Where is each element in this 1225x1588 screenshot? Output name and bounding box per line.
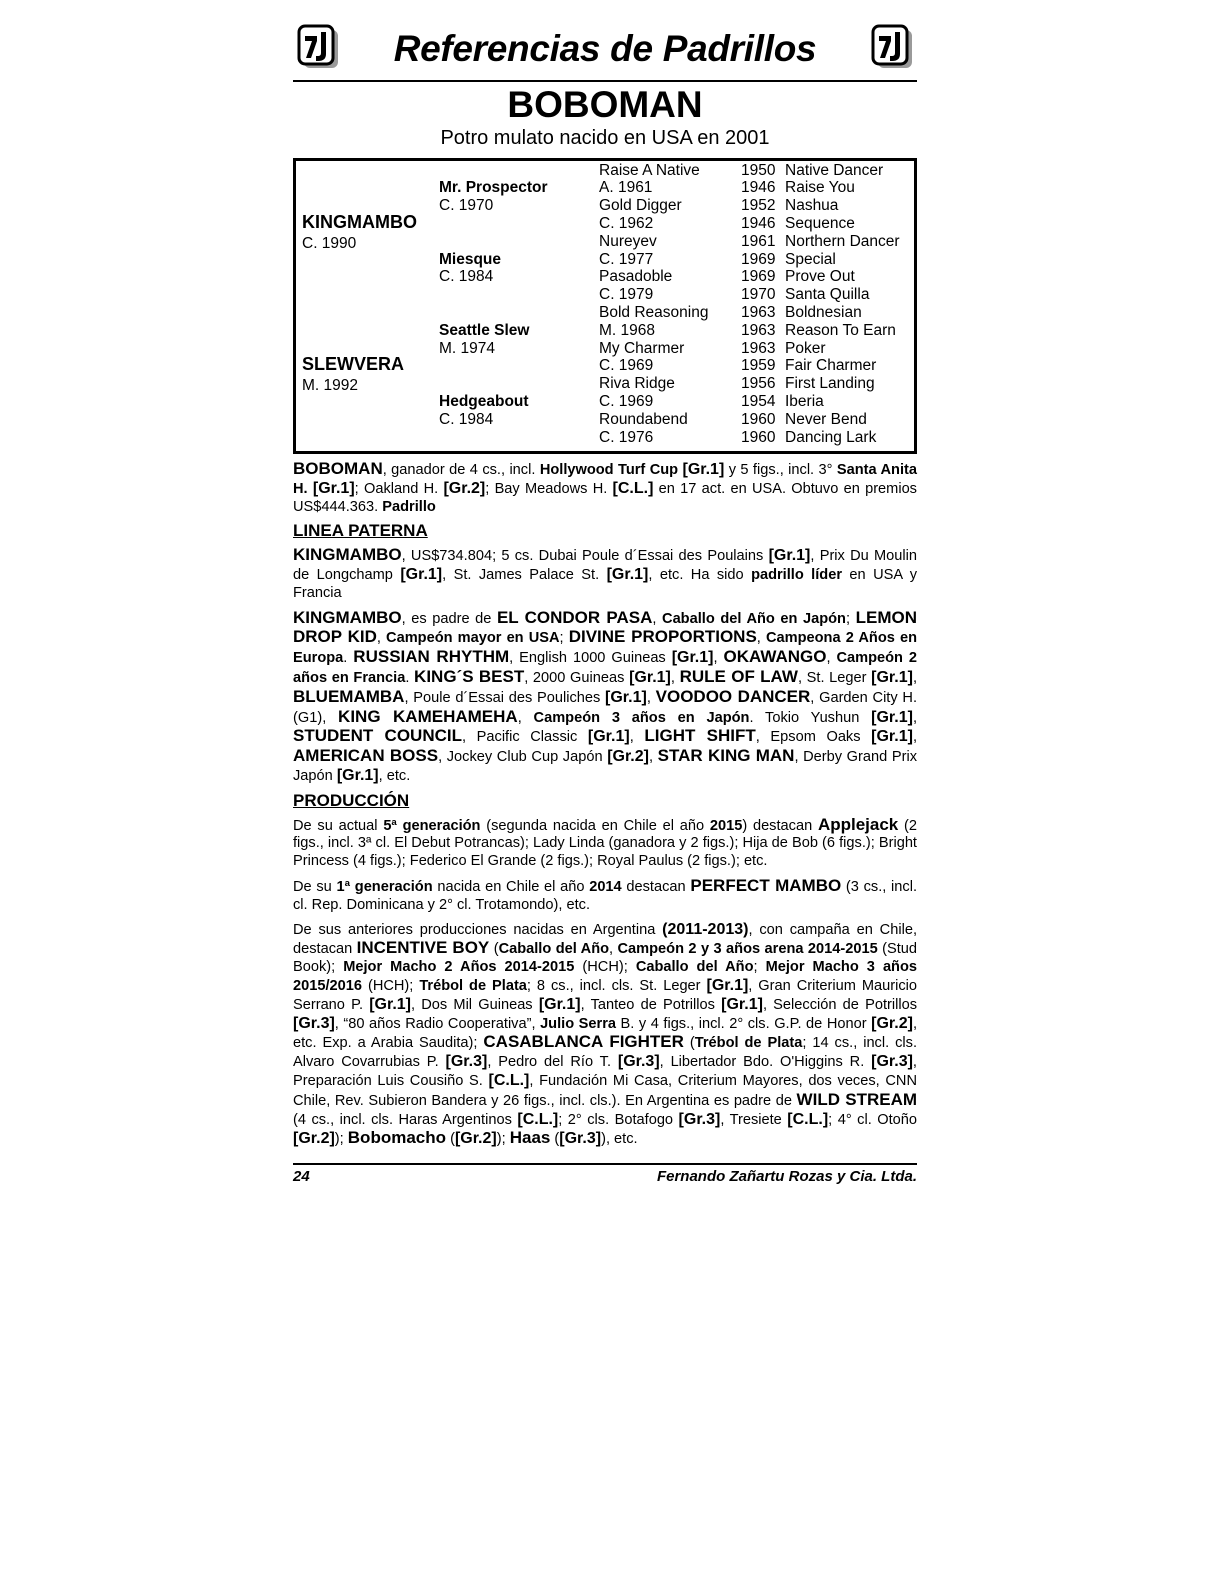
fourth-gen-name: Prove Out [785,268,855,286]
body-paragraph [293,816,917,871]
text-run: ( [489,941,499,958]
text-run: (4 cs., incl. cls. Haras Argentinos [293,1111,518,1128]
race-grade: [Gr.1] [538,995,581,1013]
text-run: , Poule d´Essai des Pouliches [404,689,606,706]
race-grade: [C.L.] [517,1110,559,1128]
text-run: , etc. [378,767,411,784]
text-run: ; Bay Meadows H. [485,480,613,497]
race-grade: [Gr.1] [606,565,649,583]
fourth-gen-name: Dancing Lark [785,428,877,446]
text-run: , etc. Exp. a Arabia Saudita); [293,1015,917,1052]
text-run: , [912,729,917,746]
race-grade: (2011-2013) [662,920,749,938]
body-paragraph [293,609,917,786]
bold-text: Padrillo [382,498,436,515]
fourth-gen-year: 1960 [741,410,776,428]
grandparent-name: Hedgeabout [439,392,529,410]
text-run: , [629,729,645,746]
fourth-gen-year: 1954 [741,392,776,410]
produccion-section [293,816,917,1150]
text-run: , Tanteo de Potrillos [580,996,722,1013]
text-run: , [646,689,656,706]
text-run: (HCH); [574,959,636,976]
text-run: , St. Leger [797,669,872,686]
highlight-name: EL CONDOR PASA [496,607,653,627]
race-grade: [Gr.1] [721,995,763,1013]
text-run: , Derby Grand Prix Japón [293,749,917,784]
bold-text: Santa Anita H. [293,462,917,497]
fourth-gen-name: Northern Dancer [785,232,900,250]
text-run: , Garden City H. (G1), [293,689,917,726]
race-grade: [Gr.1] [682,461,725,478]
linea-paterna-section [293,546,917,786]
text-run: , [912,709,917,726]
race-grade: [C.L.] [488,1071,530,1089]
text-run: , St. James Palace St. [442,566,607,583]
highlight-name: AMERICAN BOSS [293,746,439,766]
horse-name: BOBOMAN [507,84,703,125]
great-grandparent-year: C. 1977 [599,250,654,268]
highlight-name: KING´S BEST [414,666,525,686]
text-run: ); [334,1131,348,1148]
great-grandparent-year: C. 1969 [599,392,654,410]
text-run: (3 cs., incl. cl. Rep. Dominicana y 2° cl. Trotamondo), etc. [293,878,918,913]
text-run: , Pacific Classic [462,729,588,746]
text-run: y 5 figs., incl. 3° [724,462,837,478]
great-grandparent-year: M. 1968 [599,321,656,339]
race-grade: [Gr.1] [706,976,749,994]
pedigree-table [293,158,917,454]
highlight-name: LEMON DROP KID [293,607,918,647]
text-run: ( [683,1035,695,1052]
horse-emblem-icon [869,24,913,70]
highlight-name: KING KAMEHAMEHA [338,706,518,726]
text-run: ; 14 cs., incl. cls. Alvaro Covarrubias P. [293,1035,917,1071]
race-grade: [Gr.3] [871,1053,913,1071]
great-grandparent-year: C. 1962 [599,214,654,232]
text-run: , US$734.804; 5 cs. Dubai Poule d´Essai des Poulains [401,548,769,565]
race-grade: [Gr.3] [293,1014,335,1032]
text-run: , [648,749,658,766]
fourth-gen-name: Santa Quilla [785,286,870,304]
bold-text: Campeón 3 años en Japón [533,709,750,726]
bold-text: Hollywood Turf Cup [539,462,679,478]
text-run: , Libertador Bdo. O'Higgins R. [659,1054,872,1071]
text-run: . [405,669,415,686]
bold-text: Trébol de Plata [694,1035,803,1052]
text-run: De su actual [293,817,384,834]
text-run: ; 4° cl. Otoño [828,1111,918,1128]
highlight-name: Applejack [817,814,899,834]
produccion-heading: PRODUCCIÓN [293,790,410,810]
highlight-name: Haas [509,1128,551,1148]
great-grandparent-name: Nureyev [599,232,657,250]
text-run: , 2000 Guineas [524,669,630,686]
sire-year: C. 1990 [302,235,357,252]
text-run: ; [753,959,766,976]
great-grandparent-year: A. 1961 [599,179,653,197]
race-grade: [Gr.1] [768,547,811,565]
text-run: en 17 act. en USA. Obtuvo en premios US$444.363. [293,480,917,515]
highlight-name: STAR KING MAN [657,746,795,766]
fourth-gen-year: 1970 [741,286,776,304]
text-run: , [826,650,837,667]
race-grade: [Gr.1] [605,688,647,706]
bold-text: Campeón mayor en USA [386,630,560,647]
page-header [293,18,917,82]
race-grade: [Gr.2] [607,748,649,766]
highlight-name: OKAWANGO [723,647,827,667]
highlight-name: KINGMAMBO [293,607,402,627]
race-grade: [Gr.1] [400,565,443,583]
fourth-gen-name: Poker [785,339,826,357]
text-run: (segunda nacida en Chile el año [480,817,710,834]
highlight-name: CASABLANCA FIGHTER [483,1032,684,1052]
fourth-gen-name: Nashua [785,197,839,215]
text-run: ; [559,630,569,647]
body-paragraph [293,877,917,915]
text-run: ; 2° cls. Botafogo [558,1111,679,1128]
highlight-name: STUDENT COUNCIL [293,726,462,746]
fourth-gen-name: Iberia [785,392,824,410]
grandparent-name: Mr. Prospector [439,179,548,197]
bold-text: Campeón 2 años en Francia [293,650,918,686]
race-grade: [Gr.1] [629,668,671,686]
page-number: 24 [293,1168,310,1185]
highlight-name: BOBOMAN [293,459,383,478]
race-grade: [Gr.2] [293,1130,335,1148]
text-run: , [713,650,724,667]
text-run: nacida en Chile el año [432,878,590,895]
text-run: , con campaña en Chile, destacan [293,921,917,958]
page-footer [293,1163,917,1185]
race-grade: [Gr.1] [587,728,630,746]
great-grandparent-name: My Charmer [599,339,685,357]
text-run: , es padre de [401,610,497,627]
text-run: , Selección de Potrillos [762,996,917,1013]
body-paragraph [293,546,917,602]
fourth-gen-year: 1952 [741,197,776,215]
race-grade: [Gr.3] [678,1110,721,1128]
text-run: . Tokio Yushun [749,709,872,726]
horse-subtitle: Potro mulato nacido en USA en 2001 [440,127,770,149]
text-run: ; 8 cs., incl. cls. St. Leger [526,977,707,994]
highlight-name: RULE OF LAW [679,666,798,686]
bold-text: Mejor Macho 2 Años 2014-2015 [343,959,575,976]
text-run: , Dos Mil Guineas [411,996,539,1013]
grandparent-year: M. 1974 [439,339,496,357]
fourth-gen-year: 1963 [741,321,776,339]
fourth-gen-year: 1946 [741,179,776,197]
body-paragraph [293,921,917,1150]
bold-text: 5ª generación [383,817,481,834]
text-run: , [376,630,387,647]
great-grandparent-name: Bold Reasoning [599,303,709,321]
great-grandparent-name: Raise A Native [599,161,700,179]
text-run: , Prix Du Moulin de Longchamp [293,548,918,583]
fourth-gen-name: Sequence [785,214,855,232]
text-run: (HCH); [362,977,420,994]
race-grade: [Gr.1] [871,708,913,726]
bold-text: 1ª generación [336,878,433,895]
great-grandparent-name: Riva Ridge [599,375,675,393]
bold-text: 2014 [589,878,622,895]
grandparent-name: Seattle Slew [439,321,530,339]
text-run: , Pedro del Río T. [487,1054,618,1071]
bold-text: Campeón 2 y 3 años arena 2014-2015 [617,941,878,958]
text-run: , ganador de 4 cs., incl. [382,462,540,478]
text-run: , [517,709,534,726]
fourth-gen-year: 1946 [741,214,776,232]
race-grade: [Gr.1] [871,668,913,686]
race-grade: [Gr.1] [671,649,714,667]
dam-year: M. 1992 [302,377,359,394]
fourth-gen-name: Fair Charmer [785,357,877,375]
text-run: , Gran Criterium Mauricio Serrano P. [293,977,917,1013]
text-run: ), etc. [601,1131,638,1148]
race-grade: [C.L.] [787,1110,829,1128]
fourth-gen-name: Reason To Earn [785,321,896,339]
document-page [293,18,917,1155]
race-grade: [Gr.2] [454,1130,497,1148]
highlight-name: KINGMAMBO [293,545,402,565]
text-run: destacan [621,878,691,895]
page-title: Referencias de Padrillos [393,28,817,69]
race-grade: [Gr.1] [871,728,913,746]
text-run: , Epsom Oaks [755,729,872,746]
highlight-name: DIVINE PROPORTIONS [568,627,757,647]
bold-text: Caballo del Año [635,959,754,976]
linea-paterna-heading: LINEA PATERNA [293,521,428,541]
text-run: , Tresiete [720,1111,788,1128]
fourth-gen-name: Special [785,250,836,268]
text-run: , [912,669,918,686]
fourth-gen-year: 1956 [741,375,776,393]
bold-text: 2015 [709,817,743,834]
grandparent-year: C. 1984 [439,410,494,428]
highlight-name: RUSSIAN RHYTHM [353,647,510,667]
text-run: ; Oakland H. [354,480,444,497]
fourth-gen-year: 1969 [741,250,776,268]
fourth-gen-year: 1959 [741,357,776,375]
fourth-gen-name: Boldnesian [785,303,862,321]
race-grade: [Gr.3] [445,1053,488,1071]
race-grade: [Gr.1] [369,995,412,1013]
text-run: (2 figs., incl. 3ª cl. El Debut Potrancas); Lady Linda (ganadora y 2 figs.); Hija de Bob (6 figs.); Bright Princess (4 figs.); Federico El Grande (2 figs.); Royal Paulus (2 figs.); etc. [293,817,918,870]
highlight-name: LIGHT SHIFT [644,726,756,746]
text-run: De su [293,878,337,895]
bold-text: Trébol de Plata [419,977,527,994]
text-run: ) destacan [742,817,818,834]
highlight-name: VOODOO DANCER [655,686,811,706]
bold-text: Caballo del Año [498,941,610,958]
text-run: , Jockey Club Cup Japón [438,749,608,766]
fourth-gen-year: 1961 [741,232,776,250]
highlight-name: Bobomacho [347,1128,447,1148]
text-run: B. y 4 figs., incl. 2° cls. G.P. de Honor [616,1015,872,1032]
text-run: , English 1000 Guineas [509,650,672,667]
fourth-gen-year: 1963 [741,303,776,321]
race-grade: [C.L.] [612,479,654,497]
text-run: ); [496,1131,510,1148]
text-run: ; [845,610,856,627]
race-grade: [Gr.1] [312,479,355,497]
fourth-gen-year: 1960 [741,428,776,446]
dam-name: SLEWVERA [302,354,405,374]
fourth-gen-name: Native Dancer [785,161,884,179]
race-grade: [Gr.3] [559,1130,602,1148]
race-grade: [Gr.2] [871,1014,913,1032]
race-grade: [Gr.3] [617,1053,660,1071]
fourth-gen-name: Never Bend [785,410,867,428]
fourth-gen-name: First Landing [785,375,875,393]
text-run: , [756,630,766,647]
highlight-name: BLUEMAMBA [293,686,405,706]
text-run: , Preparación Luis Cousiño S. [293,1054,917,1089]
fourth-gen-name: Raise You [785,179,855,197]
race-grade: [Gr.1] [336,766,379,784]
grandparent-year: C. 1984 [439,268,494,286]
great-grandparent-name: Roundabend [599,410,688,428]
bold-text: Julio Serra [540,1015,616,1032]
document-body [293,460,917,1149]
highlight-name: INCENTIVE BOY [356,938,490,958]
grandparent-year: C. 1970 [439,197,494,215]
sire-name: KINGMAMBO [302,212,417,232]
summary-paragraph [293,460,917,516]
text-run: , etc. Ha sido [648,566,752,583]
race-grade: [Gr.2] [443,479,486,497]
fourth-gen-year: 1963 [741,339,776,357]
text-run: ( [446,1131,455,1148]
text-run: (Stud Book); [293,941,917,976]
text-run: en USA y Francia [293,566,917,601]
highlight-name: PERFECT MAMBO [690,875,842,895]
bold-text: Mejor Macho 3 años 2015/2016 [293,959,918,994]
highlight-name: WILD STREAM [796,1089,918,1109]
bold-text: Caballo del Año en Japón [662,610,846,627]
text-run: , Fundación Mi Casa, Criterium Mayores, dos veces, CNN Chile, Rev. Subieron Bandera y 26 figs., incl. cls.). En Argentina es padre de [293,1072,917,1109]
great-grandparent-year: C. 1976 [599,428,654,446]
great-grandparent-name: Gold Digger [599,197,682,215]
great-grandparent-year: C. 1969 [599,357,654,375]
fourth-gen-year: 1950 [741,161,776,179]
great-grandparent-name: Pasadoble [599,268,673,286]
company-name: Fernando Zañartu Rozas y Cia. Ltda. [656,1168,917,1185]
text-run: , “80 años Radio Cooperativa”, [334,1015,541,1032]
text-run: , [670,669,680,686]
text-run: . [343,650,354,667]
bold-text: padrillo líder [751,566,843,583]
bold-text: Campeona 2 Años en Europa [293,630,918,667]
grandparent-name: Miesque [439,250,502,268]
great-grandparent-year: C. 1979 [599,286,654,304]
text-run: , [652,610,663,627]
fourth-gen-year: 1969 [741,268,776,286]
text-run: ( [550,1131,560,1148]
text-run: , [609,941,618,958]
text-run: De sus anteriores producciones nacidas en Argentina [293,921,663,938]
